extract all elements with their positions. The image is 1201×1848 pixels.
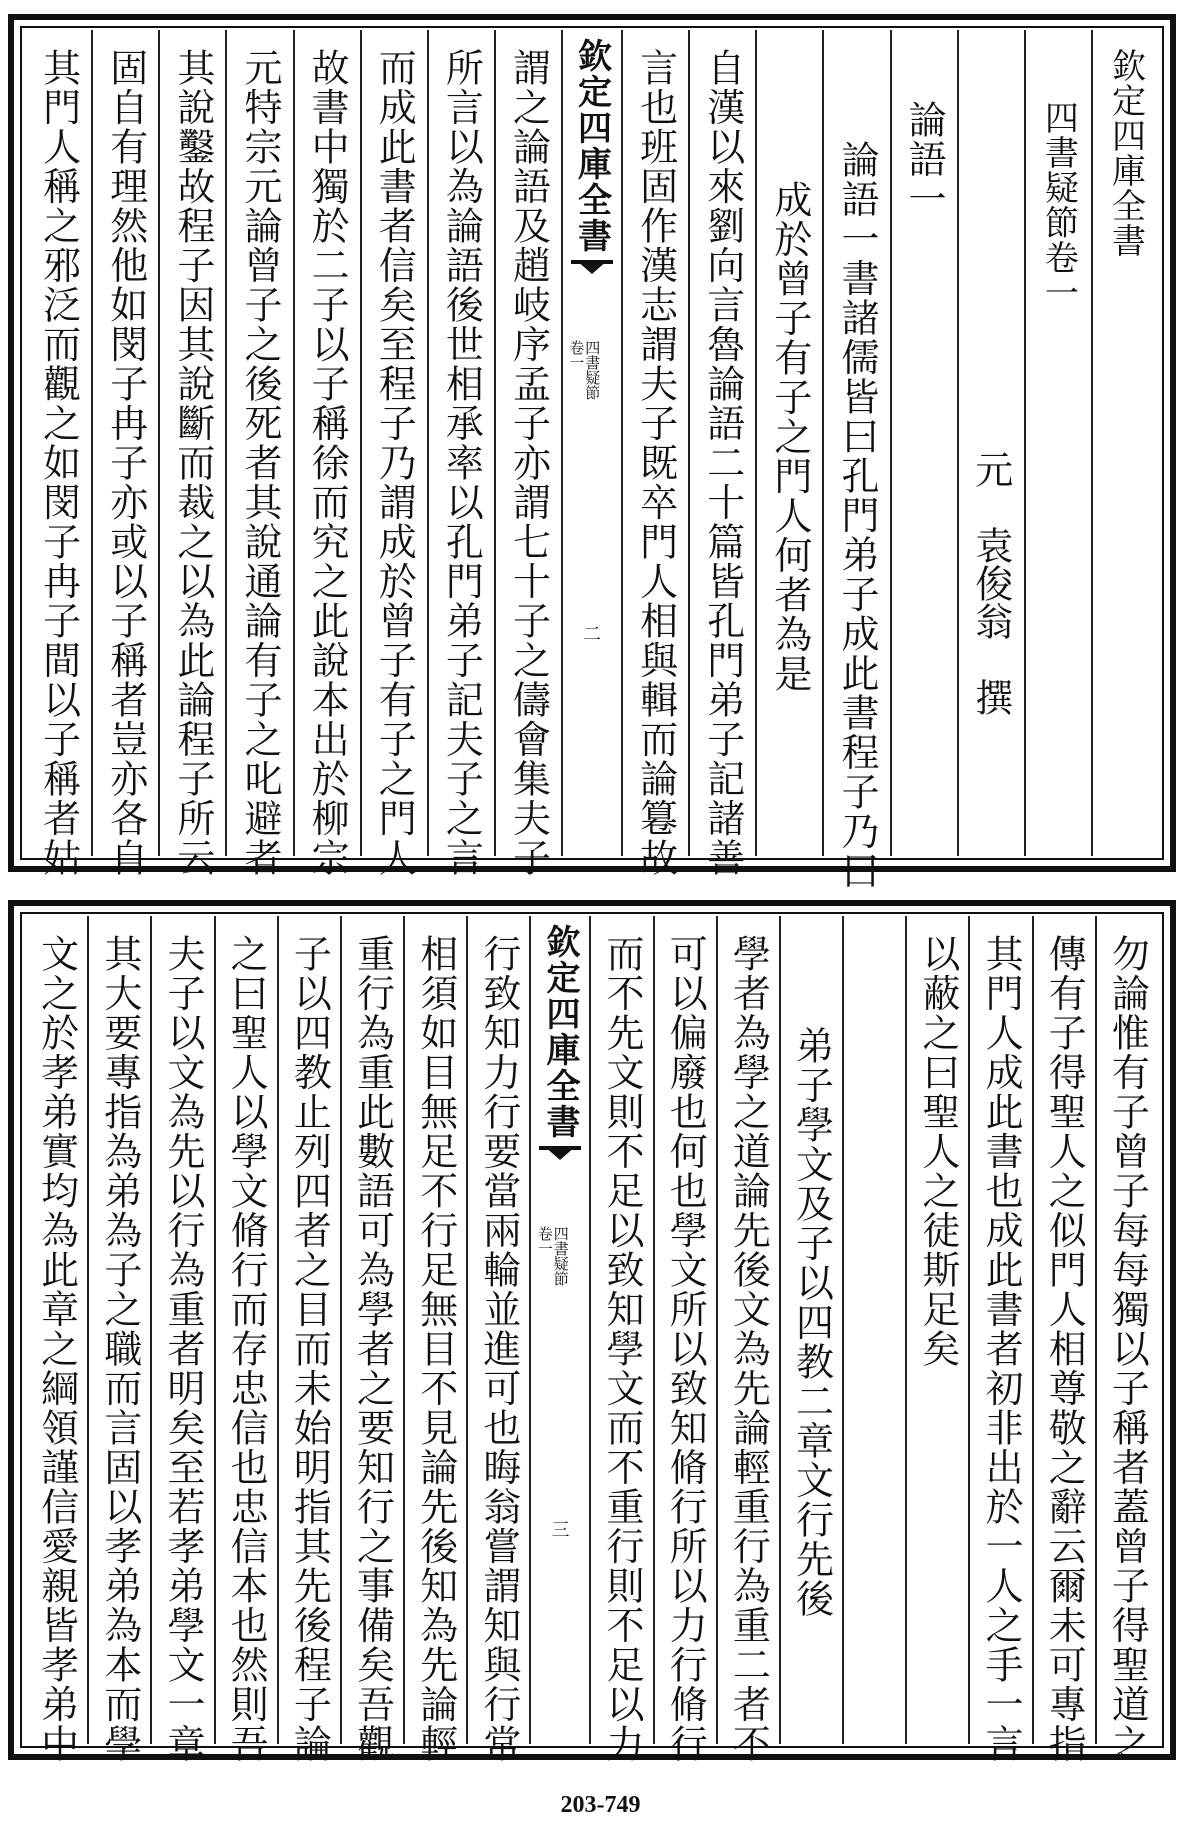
- fold-volume: 卷一: [535, 1226, 554, 1256]
- column-text: 勿論惟有子曾子每每獨以子稱者蓋曾子得聖道之: [1105, 934, 1150, 1764]
- column: [653, 916, 716, 1764]
- column: [340, 916, 403, 1764]
- column-text: 其大要專指為弟為子之職而言固以孝弟為本而學: [97, 934, 142, 1764]
- fish-tail-mark: [539, 1146, 581, 1176]
- question-text: 論語一書諸儒皆曰孔門弟子成此書程子乃曰: [834, 140, 879, 891]
- bottom-page: [8, 900, 1176, 1764]
- column: [957, 30, 1024, 856]
- center-fold: [529, 916, 589, 1744]
- column: [91, 30, 158, 878]
- fold-book-title: 四書疑節: [551, 1226, 570, 1286]
- column-text: 子以四教止列四者之目而未始明指其先後程子論: [287, 934, 332, 1764]
- column: [293, 30, 360, 878]
- column-text: 學者為學之道論先後文為先論輕重行為重二者不: [726, 934, 771, 1764]
- book-title: 四書疑節卷一: [1038, 100, 1079, 310]
- column-text: 重行為重此數語可為學者之要知行之事備矣吾觀: [350, 934, 395, 1764]
- column: [225, 30, 292, 878]
- column-text: 而成此書者信矣至程子乃謂成於曾子有子之門人: [372, 48, 417, 878]
- column: [779, 916, 842, 1744]
- top-page: [8, 14, 1176, 891]
- column-text: 故書中獨於二子以子稱徐而究之此說本出於柳宗: [305, 48, 350, 878]
- column-text: 其門人成此書也成此書者初非出於一人之手一言: [979, 934, 1024, 1764]
- column: [26, 916, 87, 1764]
- column-text: 相須如目無足不行足無目不見論先後知為先論輕: [413, 934, 458, 1764]
- column-text: 而不先文則不足以致知學文而不重行則不足以力: [600, 934, 645, 1764]
- column-text: 其門人稱之邪泛而觀之如閔子冉子間以子稱者姑: [36, 48, 81, 878]
- column-text: 可以偏廢也何也學文所以致知脩行所以力行脩行: [663, 934, 708, 1764]
- column-text: 謂之論語及趙岐序孟子亦謂七十子之儔會集夫子: [506, 48, 551, 878]
- column: [1095, 916, 1158, 1764]
- column: [158, 30, 225, 878]
- fold-volume: 卷一: [567, 340, 586, 370]
- author-line: 元 袁俊翁 撰: [968, 450, 1013, 716]
- column: [589, 916, 652, 1764]
- section-heading: 論語一: [902, 100, 947, 219]
- column: [905, 916, 968, 1744]
- column-text: 所言以為論語後世相承率以孔門弟子記夫子之言: [439, 48, 484, 878]
- column-text: 其說鑿故程子因其說斷而裁之以為此論程子所云: [170, 48, 215, 878]
- column: [822, 30, 889, 891]
- column: [26, 30, 91, 878]
- page-number: 二: [583, 624, 601, 645]
- column-text: 固自有理然他如閔子冉子亦或以子稱者豈亦各自: [103, 48, 148, 878]
- column: [150, 916, 213, 1764]
- column: [494, 30, 561, 878]
- column: [1032, 916, 1095, 1764]
- column-text: 以蔽之曰聖人之徒斯足矣: [915, 934, 960, 1369]
- question-text: 成於曾子有子之門人何者為是: [767, 180, 812, 694]
- column-text: 之曰聖人以學文脩行而存忠信也忠信本也然則吾: [224, 934, 269, 1764]
- column-text: 行致知力行要當兩輪並進可也晦翁嘗謂知與行常: [476, 934, 521, 1764]
- column: [968, 916, 1031, 1764]
- column-text: 傳有子得聖人之似門人相尊敬之辭云爾未可專指: [1042, 934, 1087, 1764]
- center-fold: [561, 30, 621, 856]
- column: [360, 30, 427, 878]
- column: [688, 30, 755, 878]
- column: [1091, 30, 1158, 856]
- column: [842, 916, 905, 1744]
- column: [716, 916, 779, 1764]
- column: [214, 916, 277, 1764]
- column: [1024, 30, 1091, 856]
- column: [466, 916, 529, 1764]
- column-text: 元特宗元論曾子之後死者其說通論有子之叱避者: [237, 48, 282, 878]
- column: [621, 30, 688, 878]
- column: [890, 30, 957, 856]
- column-text: 自漢以來劉向言魯論語二十篇皆孔門弟子記諸善: [700, 48, 745, 878]
- column: [427, 30, 494, 878]
- column-text: 欽定四庫全書: [1105, 48, 1146, 258]
- fold-book-title: 四書疑節: [583, 340, 602, 400]
- column: [403, 916, 466, 1764]
- column: [87, 916, 150, 1764]
- column-text: 文之於孝弟實均為此章之綱領謹信愛親皆孝弟中: [34, 934, 79, 1764]
- column-text: 夫子以文為先以行為重者明矣至若孝弟學文一章: [161, 934, 205, 1764]
- column: [755, 30, 822, 856]
- question-text: 弟子學文及子以四教二章文行先後: [789, 1026, 834, 1619]
- library-title: 欽定四庫全書: [539, 924, 580, 1140]
- column-text: 言也班固作漢志謂夫子既卒門人相與輯而論篹故: [633, 48, 678, 878]
- column: [277, 916, 340, 1764]
- page-number: 三: [551, 1520, 570, 1541]
- library-title: 欽定四庫全書: [571, 38, 612, 254]
- page-footer-number: 203-749: [560, 1792, 641, 1818]
- fish-tail-mark: [571, 260, 613, 290]
